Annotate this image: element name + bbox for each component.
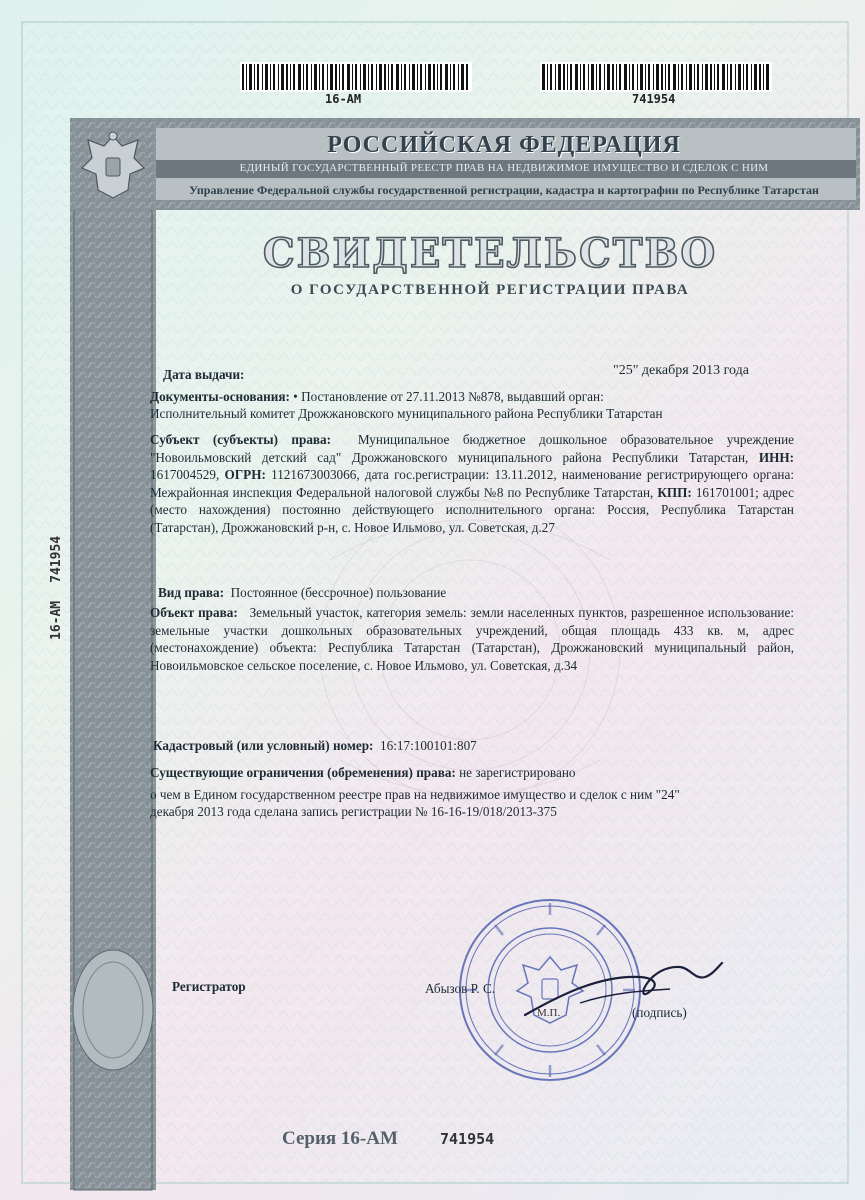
restrictions-line: [150, 764, 575, 781]
issue-date-label: Дата выдачи:: [163, 367, 245, 382]
issue-date-value: "25" декабря 2013 года: [613, 363, 749, 378]
documents-value: • Постановление от 27.11.2013 №878, выдавший орган:: [293, 389, 604, 404]
side-serial: [49, 518, 64, 640]
registrar-label: Регистратор: [172, 979, 246, 994]
ogrn-value: 1121673003066,: [271, 467, 360, 483]
subject-label: Субъект (субъекты) права:: [150, 432, 332, 447]
documents-line: [150, 388, 604, 405]
ogrn-label: ОГРН:: [224, 467, 266, 483]
certificate-subtitle: О ГОСУДАРСТВЕННОЙ РЕГИСТРАЦИИ ПРАВА: [290, 282, 690, 298]
footer-number: 741954: [440, 1130, 495, 1148]
object-text: Земельный участок, категория земель: земли населенных пунктов, разрешенное использование: земельные участки дошкольных образовательных учреждений, общая площадь 433 кв. м, адрес (местонахождение) объекта: Республика Татарстан (Татарстан), Дрожжановский муниципальный район, Новоильмовское сельское поселение, с. Новое Ильмово, ул. Советская, д.34: [150, 605, 795, 673]
documents-label: Документы-основания:: [150, 389, 290, 404]
header-country: РОССИЙСКАЯ ФЕДЕРАЦИЯ: [327, 132, 681, 158]
restrictions-value: не зарегистрировано: [459, 765, 576, 780]
header-registry: ЕДИНЫЙ ГОСУДАРСТВЕННЫЙ РЕЕСТР ПРАВ НА НЕДВИЖИМОЕ ИМУЩЕСТВО И СДЕЛОК С НИМ: [239, 162, 769, 174]
header-agency: Управление Федеральной службы государственной регистрации, кадастра и картографии по Республике Татарстан: [189, 183, 819, 197]
side-number: 741954: [49, 535, 64, 583]
handwritten-signature: [520, 955, 730, 1035]
footer-series: Серия 16-АМ: [282, 1128, 398, 1149]
inn-value: 1617004529,: [150, 467, 220, 483]
coat-of-arms-emblem: [78, 128, 148, 204]
cadastral-value: 16:17:100101:807: [380, 738, 477, 753]
subject-text-2: дата гос.регистрации: 13.11.2012, наименование регистрирующего органа: Межрайонная инспекция Федеральной налоговой службы №8 по Республике Татарстан,: [150, 467, 794, 500]
right-type-value: Постоянное (бессрочное) пользование: [230, 585, 447, 600]
kpp-label: КПП:: [657, 484, 692, 500]
barcode-right: [540, 62, 772, 92]
right-type-label: Вид права:: [158, 585, 224, 600]
right-type-line: [158, 584, 446, 601]
inn-label: ИНН:: [758, 449, 794, 465]
cadastral-line: [153, 737, 477, 754]
subject-text: Муниципальное бюджетное дошкольное образовательное учреждение "Новоильмовский детский сад" Дрожжановского муниципального района Республики Татарстан,: [150, 432, 795, 465]
subject-block: [150, 431, 794, 537]
documents-value-2: Исполнительный комитет Дрожжановского муниципального района Республики Татарстан: [150, 406, 663, 421]
subject-text-3: адрес (место нахождения) постоянно действующего исполнительного органа: Россия, Республика Татарстан (Татарстан), Дрожжановский р-н, с. Новое Ильмово, ул. Советская, д.27: [150, 484, 795, 535]
certificate-title: [262, 225, 718, 279]
barcode-right-number: 741954: [632, 92, 676, 106]
barcode-left-number: 16-AM: [325, 92, 362, 106]
registrar-name: Абызов Р. С.: [425, 981, 496, 996]
kpp-value: 161701001;: [695, 484, 759, 500]
record-line-1: о чем в Едином государственном реестре прав на недвижимое имущество и сделок с ним "24": [150, 787, 680, 802]
signature-caption: (подпись): [632, 1005, 687, 1020]
barcode-left: [240, 62, 472, 92]
cadastral-label: Кадастровый (или условный) номер:: [153, 738, 374, 753]
stamp-mp: М.П.: [537, 1007, 561, 1019]
restrictions-label: Существующие ограничения (обременения) права:: [150, 765, 456, 780]
certificate-title-text: СВИДЕТЕЛЬСТВО: [262, 230, 718, 277]
record-line-2: декабря 2013 года сделана запись регистрации № 16-16-19/018/2013-375: [150, 804, 557, 819]
side-series: 16-АМ: [49, 600, 64, 640]
object-block: [150, 604, 794, 674]
object-label: Объект права:: [150, 605, 238, 620]
